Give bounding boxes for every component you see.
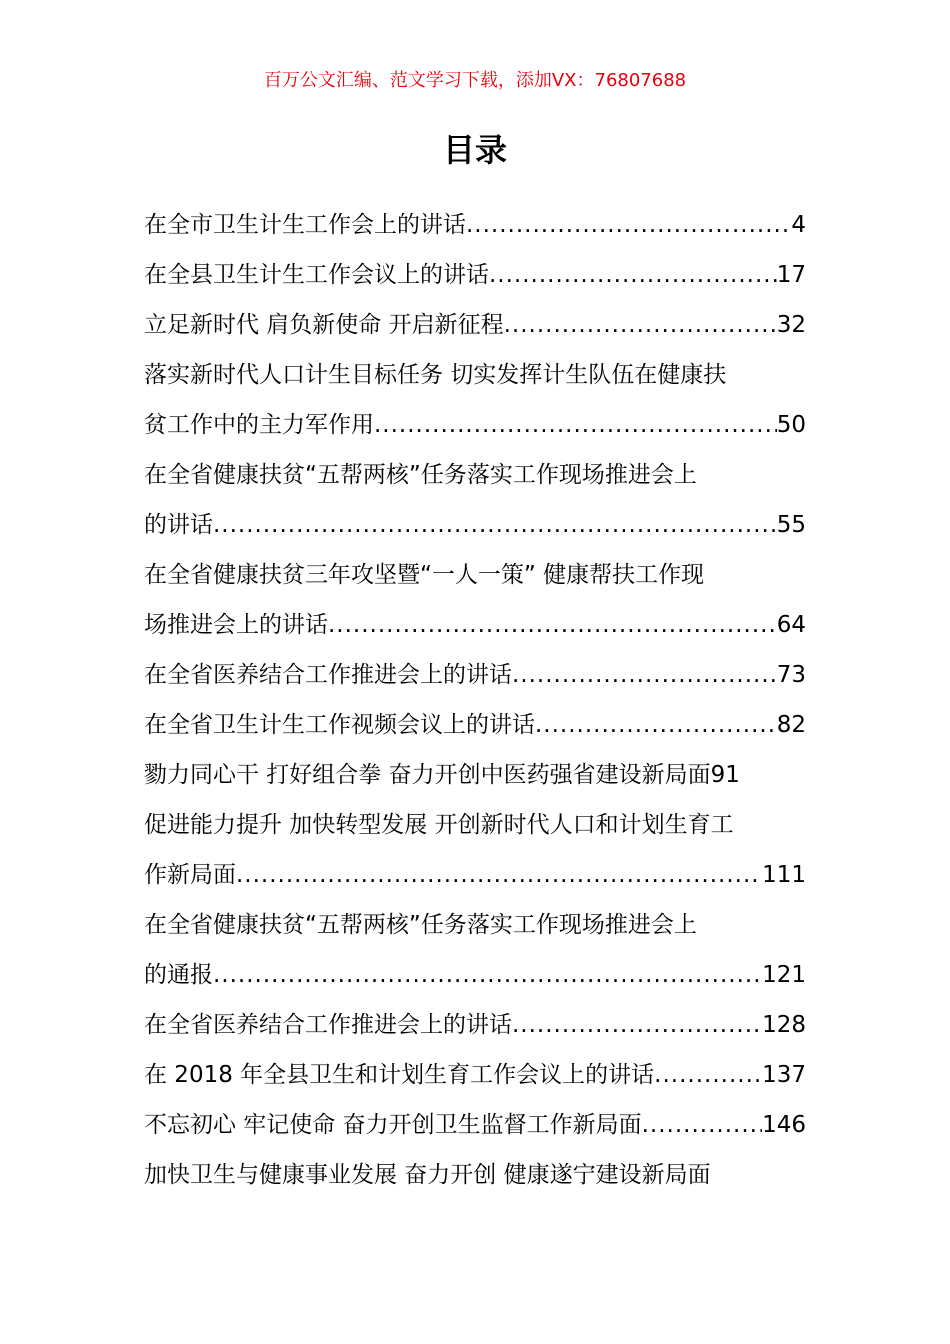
toc-entry-title: 在全县卫生计生工作会议上的讲话 [144,262,489,288]
toc-page-number: 111 [762,862,806,888]
toc-entry-title: 加快卫生与健康事业发展 奋力开创 健康遂宁建设新局面 [144,1162,711,1188]
toc-entry-title-cont: 作新局面 [144,862,236,888]
toc-entry-title: 在全市卫生计生工作会上的讲话 [144,212,466,238]
toc-entry-line [144,450,806,500]
toc-entry-line [144,350,806,400]
toc-leader-dots [654,1050,762,1100]
toc-entry-title: 在全省卫生计生工作视频会议上的讲话 [144,712,535,738]
toc-leader-dots [236,850,762,900]
toc-entry-line [144,950,806,1000]
toc-entry-title: 不忘初心 牢记使命 奋力开创卫生监督工作新局面 [144,1112,642,1138]
toc-entry-title: 在全省医养结合工作推进会上的讲话 [144,1012,512,1038]
toc-entry [144,650,806,700]
toc-leader-dots [489,250,777,300]
toc-entry [144,700,806,750]
toc-entry-title: 在全省健康扶贫“五帮两核”任务落实工作现场推进会上 [144,462,697,488]
toc-entry-line [144,900,806,950]
table-of-contents [144,200,806,1200]
toc-entry-line [144,500,806,550]
toc-page-number: 50 [776,412,806,438]
toc-entry-title: 在全省医养结合工作推进会上的讲话 [144,662,512,688]
toc-entry-title-cont: 贫工作中的主力军作用 [144,412,374,438]
toc-page-number: 73 [776,662,806,688]
page-title: 目录 [442,131,507,169]
toc-page-number: 55 [776,512,806,538]
promo-banner: 百万公文汇编、范文学习下载，添加VX：76807688 [263,70,687,91]
toc-entry-line [144,800,806,850]
toc-entry [144,300,806,350]
toc-entry-title-cont: 的通报 [144,962,213,988]
toc-page-number: 137 [762,1062,806,1088]
toc-entry-title: 促进能力提升 加快转型发展 开创新时代人口和计划生育工 [144,812,734,838]
toc-page-number: 146 [762,1112,806,1138]
toc-page-number: 4 [791,212,806,238]
toc-page-number: 91 [710,762,740,788]
toc-page-number: 82 [776,712,806,738]
toc-entry-title: 立足新时代 肩负新使命 开启新征程 [144,312,504,338]
toc-entry-title: 在 2018 年全县卫生和计划生育工作会议上的讲话 [144,1062,655,1088]
toc-entry [144,200,806,250]
toc-entry-title-cont: 场推进会上的讲话 [144,612,328,638]
toc-leader-dots [213,950,762,1000]
toc-entry [144,250,806,300]
toc-entry-title-cont: 的讲话 [144,512,213,538]
toc-page-number: 17 [776,262,806,288]
toc-entry [144,1000,806,1050]
toc-entry [144,1050,806,1100]
toc-entry-title: 在全省健康扶贫三年攻坚暨“一人一策” 健康帮扶工作现 [144,562,705,588]
toc-page-number: 128 [762,1012,806,1038]
toc-leader-dots [466,200,791,250]
toc-entry-title: 勠力同心干 打好组合拳 奋力开创中医药强省建设新局面 [144,762,711,788]
toc-leader-dots [535,700,777,750]
toc-page-number: 64 [776,612,806,638]
toc-page-number: 121 [762,962,806,988]
toc-leader-dots [512,650,777,700]
toc-leader-dots [642,1100,762,1150]
toc-leader-dots [374,400,777,450]
toc-leader-dots [213,500,777,550]
toc-entry-line [144,600,806,650]
toc-entry [144,1100,806,1150]
toc-entry [144,750,806,800]
toc-leader-dots [512,1000,762,1050]
toc-entry-line [144,850,806,900]
toc-page-number: 32 [776,312,806,338]
toc-entry-line [144,400,806,450]
toc-entry-title: 在全省健康扶贫“五帮两核”任务落实工作现场推进会上 [144,912,697,938]
toc-entry-line [144,1150,806,1200]
toc-entry-line [144,550,806,600]
toc-leader-dots [328,600,777,650]
toc-entry-title: 落实新时代人口计生目标任务 切实发挥计生队伍在健康扶 [144,362,727,388]
toc-leader-dots [504,300,777,350]
